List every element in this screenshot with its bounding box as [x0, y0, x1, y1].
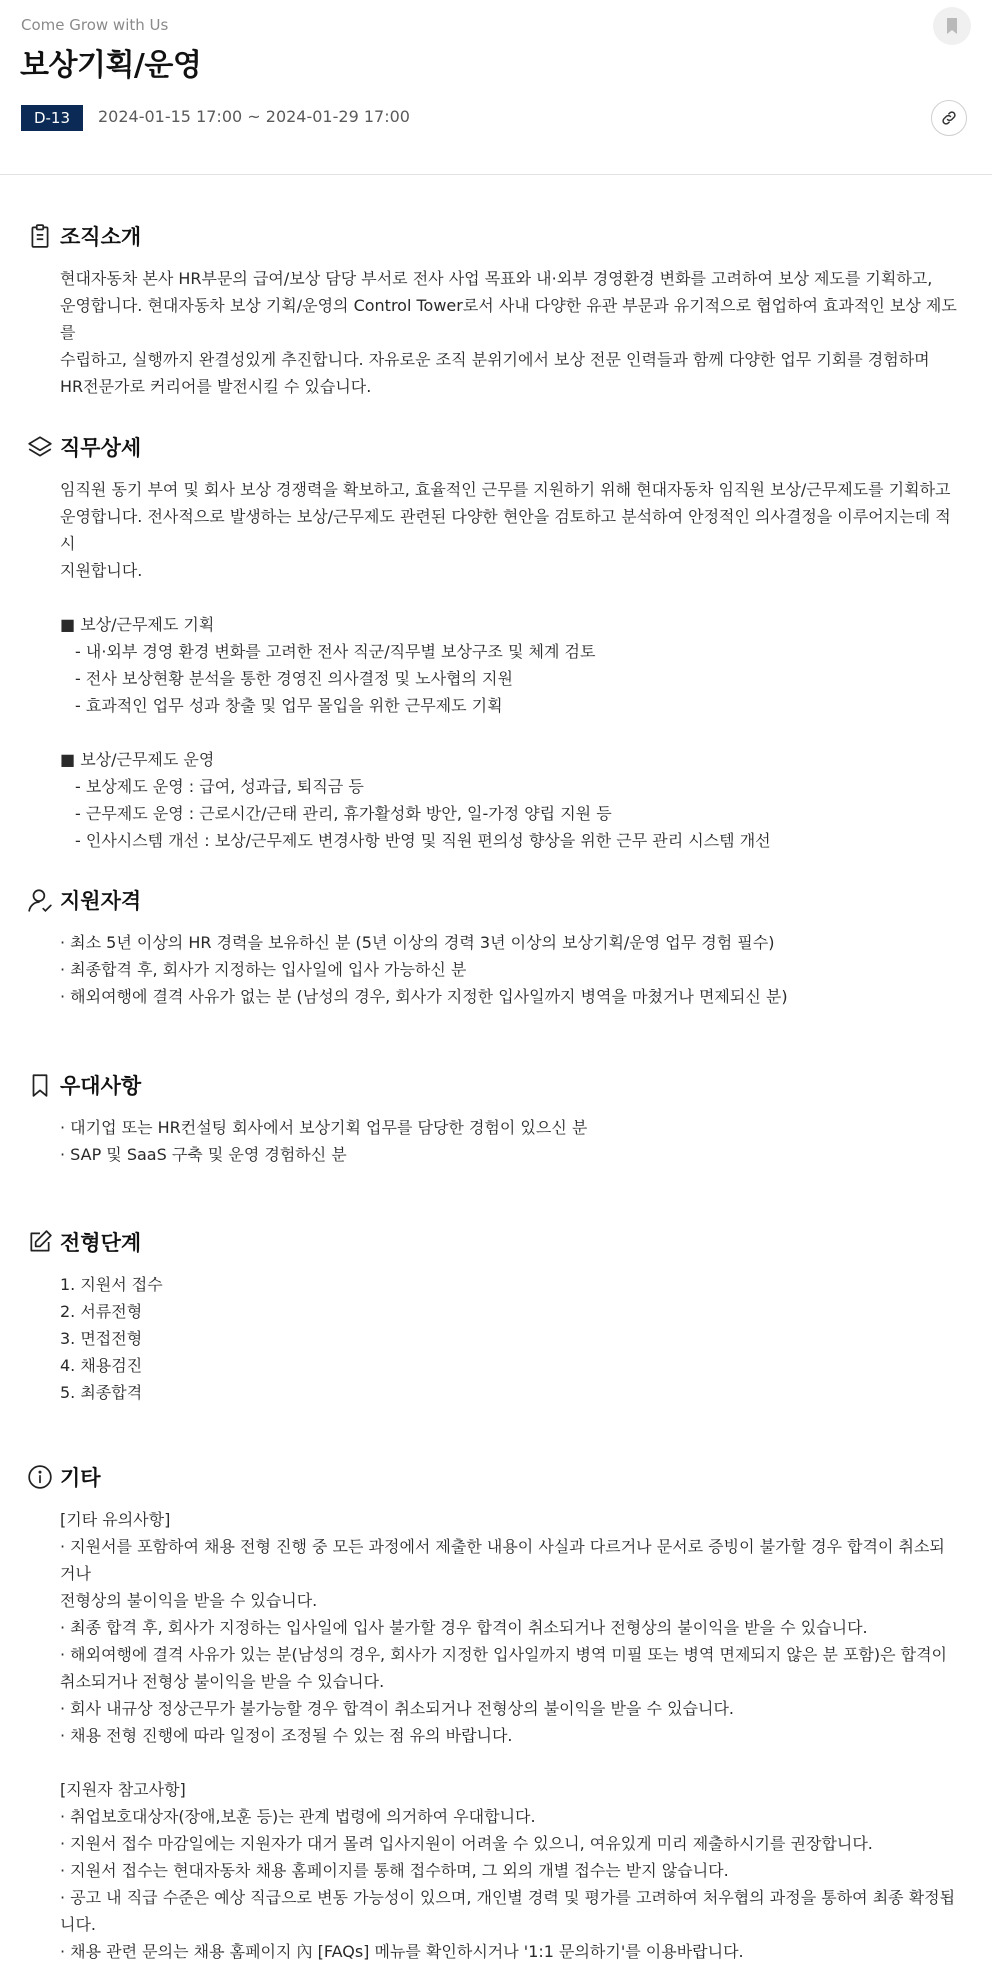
list-item: 1. 지원서 접수	[60, 1275, 163, 1294]
section-etc	[0, 1460, 992, 1961]
refs-line: · 지원서 접수는 현대자동차 채용 홈페이지를 통해 접수하며, 그 외의 개별 접수는 받지 않습니다.	[60, 1861, 729, 1880]
paragraph-line: 운영합니다. 현대자동차 보상 기획/운영의 Control Tower로서 사내 다양한 유관 부문과 유기적으로 협업하여 효과적인 보상 제도를	[60, 296, 957, 342]
list-item: 4. 채용검진	[60, 1356, 143, 1375]
notes-line: · 최종 합격 후, 회사가 지정하는 입사일에 입사 불가할 경우 합격이 취소되거나 전형상의 불이익을 받을 수 있습니다.	[60, 1618, 868, 1637]
section-process	[0, 1225, 992, 1402]
notes-line: · 해외여행에 결격 사유가 있는 분(남성의 경우, 회사가 지정한 입사일까지 병역 미필 또는 병역 면제되지 않은 분 포함)은 합격이	[60, 1645, 948, 1664]
application-period: 2024-01-15 17:00 ~ 2024-01-29 17:00	[98, 107, 410, 126]
paragraph-line: HR전문가로 커리어를 발전시킬 수 있습니다.	[60, 377, 372, 396]
section-preferred	[0, 1068, 992, 1164]
list-item: - 근무제도 운영 : 근로시간/근태 관리, 휴가활성화 방안, 일-가정 양립 지원 등	[75, 804, 612, 823]
notes-line: · 회사 내규상 정상근무가 불가능할 경우 합격이 취소되거나 전형상의 불이익을 받을 수 있습니다.	[60, 1699, 734, 1718]
list-item: · 최소 5년 이상의 HR 경력을 보유하신 분 (5년 이상의 경력 3년 이상의 보상기획/운영 업무 경험 필수)	[60, 933, 775, 952]
info-icon	[27, 1464, 53, 1490]
notes-line: 전형상의 불이익을 받을 수 있습니다.	[60, 1591, 318, 1610]
section-title: 직무상세	[60, 436, 142, 460]
d-day-badge: D-13	[21, 105, 83, 131]
section-title: 전형단계	[60, 1231, 142, 1255]
list-item: - 인사시스템 개선 : 보상/근무제도 변경사항 반영 및 직원 편의성 향상을 위한 근무 관리 시스템 개선	[75, 831, 771, 850]
list-item: · 대기업 또는 HR컨설팅 회사에서 보상기획 업무를 담당한 경험이 있으신 분	[60, 1118, 588, 1137]
bookmark-button[interactable]	[933, 7, 971, 45]
section-org	[0, 219, 992, 396]
person-icon	[27, 887, 53, 913]
bookmark-icon	[946, 18, 958, 34]
list-item: - 내·외부 경영 환경 변화를 고려한 전사 직군/직무별 보상구조 및 체계 검토	[75, 642, 596, 661]
job-header	[0, 0, 992, 175]
bookmark-outline-icon	[27, 1072, 53, 1098]
paragraph-line: 수립하고, 실행까지 완결성있게 추진합니다. 자유로운 조직 분위기에서 보상 전문 인력들과 함께 다양한 업무 기회를 경험하며	[60, 350, 930, 369]
copy-link-button[interactable]	[931, 100, 967, 136]
section-title: 기타	[60, 1466, 101, 1490]
section-title: 우대사항	[60, 1074, 142, 1098]
notes-line: · 지원서를 포함하여 채용 전형 진행 중 모든 과정에서 제출한 내용이 사실과 다르거나 문서로 증빙이 불가할 경우 합격이 취소되거나	[60, 1537, 945, 1583]
paragraph-line: 지원합니다.	[60, 561, 143, 580]
list-heading: ■ 보상/근무제도 기획	[60, 615, 215, 634]
refs-heading: [지원자 참고사항]	[60, 1780, 186, 1799]
section-title: 지원자격	[60, 889, 142, 913]
clipboard-icon	[27, 223, 53, 249]
paragraph-line: 임직원 동기 부여 및 회사 보상 경쟁력을 확보하고, 효율적인 근무를 지원하기 위해 현대자동차 임직원 보상/근무제도를 기획하고	[60, 480, 951, 499]
list-item: - 보상제도 운영 : 급여, 성과급, 퇴직금 등	[75, 777, 364, 796]
list-heading: ■ 보상/근무제도 운영	[60, 750, 215, 769]
list-item: - 전사 보상현황 분석을 통한 경영진 의사결정 및 노사협의 지원	[75, 669, 513, 688]
section-qualifications	[0, 883, 992, 1006]
edit-icon	[27, 1229, 53, 1255]
refs-line: · 채용 관련 문의는 채용 홈페이지 內 [FAQs] 메뉴를 확인하시거나 '1:1 문의하기'를 이용바랍니다.	[60, 1942, 744, 1961]
section-title: 조직소개	[60, 225, 142, 249]
paragraph-line: 현대자동차 본사 HR부문의 급여/보상 담당 부서로 전사 사업 목표와 내·외부 경영환경 변화를 고려하여 보상 제도를 기획하고,	[60, 269, 933, 288]
list-item: 2. 서류전형	[60, 1302, 143, 1321]
notes-line: 취소되거나 전형상 불이익을 받을 수 있습니다.	[60, 1672, 385, 1691]
list-item: · SAP 및 SaaS 구축 및 운영 경험하신 분	[60, 1145, 347, 1164]
refs-line: · 지원서 접수 마감일에는 지원자가 대거 몰려 입사지원이 어려울 수 있으니, 여유있게 미리 제출하시기를 권장합니다.	[60, 1834, 873, 1853]
link-icon	[940, 109, 958, 127]
list-item: · 최종합격 후, 회사가 지정하는 입사일에 입사 가능하신 분	[60, 960, 467, 979]
section-duty	[0, 430, 992, 850]
notes-line: · 채용 전형 진행에 따라 일정이 조정될 수 있는 점 유의 바랍니다.	[60, 1726, 513, 1745]
list-item: · 해외여행에 결격 사유가 없는 분 (남성의 경우, 회사가 지정한 입사일까지 병역을 마쳤거나 면제되신 분)	[60, 987, 788, 1006]
refs-line: · 공고 내 직급 수준은 예상 직급으로 변동 가능성이 있으며, 개인별 경력 및 평가를 고려하여 처우협의 과정을 통하여 최종 확정됩니다.	[60, 1888, 956, 1934]
list-item: 5. 최종합격	[60, 1383, 143, 1402]
paragraph-line: 운영합니다. 전사적으로 발생하는 보상/근무제도 관련된 다양한 현안을 검토하고 분석하여 안정적인 의사결정을 이루어지는데 적시	[60, 507, 951, 553]
list-item: - 효과적인 업무 성과 창출 및 업무 몰입을 위한 근무제도 기획	[75, 696, 503, 715]
layers-icon	[27, 434, 53, 460]
refs-line: · 취업보호대상자(장애,보훈 등)는 관계 법령에 의거하여 우대합니다.	[60, 1807, 536, 1826]
notes-heading: [기타 유의사항]	[60, 1510, 171, 1529]
eyebrow-text: Come Grow with Us	[21, 16, 169, 34]
list-item: 3. 면접전형	[60, 1329, 143, 1348]
page-title: 보상기획/운영	[20, 48, 202, 83]
